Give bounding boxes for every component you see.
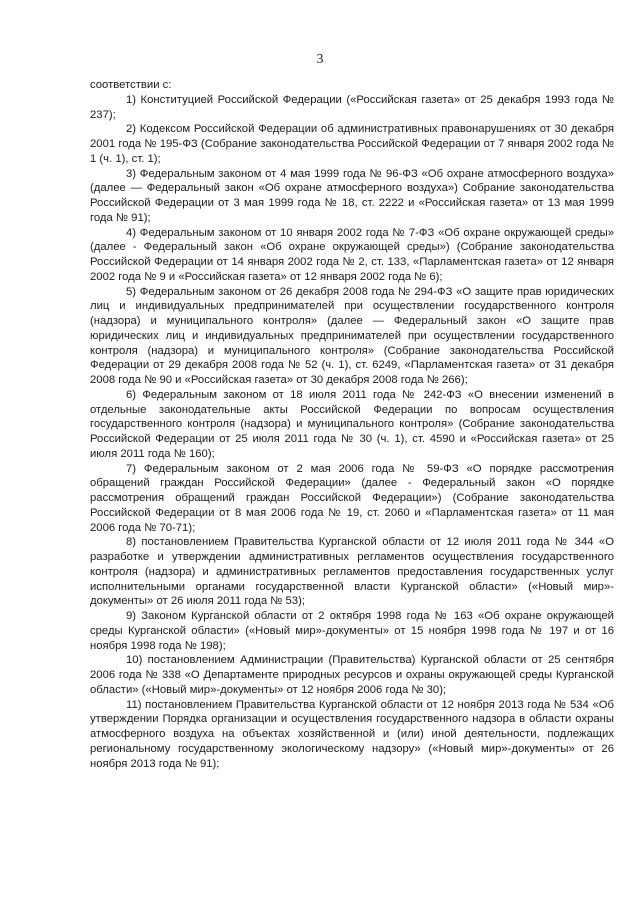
- list-item-2: 2) Кодексом Российской Федерации об административных правонарушениях от 30 декабря 2001 года № 195-ФЗ (Собрание законодательства Российской Федерации от 7 января 2002 года № 1 (ч. 1), ст. 1);: [90, 123, 614, 165]
- list-item-1: 1) Конституцией Российской Федерации («Российская газета» от 25 декабря 1993 года № 237);: [90, 93, 614, 121]
- document-body: [90, 78, 614, 771]
- list-item-4: 4) Федеральным законом от 10 января 2002 года № 7-ФЗ «Об охране окружающей среды» (далее - Федеральный закон «Об охране окружающей среды») (Собрание законодательства Российской Федерации от 14 января 2002 года № 2, ст. 133, «Парламентская газета» от 12 января 2002 года № 9 и «Российская газета» от 12 января 2002 года № 6);: [90, 226, 614, 283]
- list-item-9: 9) Законом Курганской области от 2 октября 1998 года № 163 «Об охране окружающей среды Курганской области» («Новый мир»-документы» от 15 ноября 1998 года № 197 и от 16 ноября 1998 года № 198);: [90, 610, 614, 652]
- list-item-10: 10) постановлением Администрации (Правительства) Курганской области от 25 сентября 2006 года № 338 «О Департаменте природных ресурсов и охраны окружающей среды Курганской области» («Новый мир»-документы» от 12 ноября 2006 года № 30);: [90, 654, 614, 696]
- list-item-6: 6) Федеральным законом от 18 июля 2011 года № 242-ФЗ «О внесении изменений в отдельные законодательные акты Российской Федерации по вопросам осуществления государственного контроля (надзора) и муниципального контроля» (Собрание законодательства Российской Федерации от 25 июля 2011 года № 30 (ч. 1), ст. 4590 и «Российская газета» от 25 июля 2011 года № 160);: [90, 388, 614, 460]
- intro-text: соответствии с:: [90, 79, 172, 91]
- list-item-7: 7) Федеральным законом от 2 мая 2006 года № 59-ФЗ «О порядке рассмотрения обращений граждан Российской Федерации» (далее - Федеральный закон «О порядке рассмотрения обращений граждан Российской Федерации») (Собрание законодательства Российской Федерации от 8 мая 2006 года № 19, ст. 2060 и «Парламентская газета» от 11 мая 2006 года № 70-71);: [90, 462, 614, 534]
- list-item-8: 8) постановлением Правительства Курганской области от 12 июля 2011 года № 344 «О разработке и утверждении административных регламентов осуществления государственного контроля (надзора) и административных регламентов предоставления государственных услуг исполнительными органами государственной власти Курганской области» («Новый мир»-документы» от 26 июля 2011 года № 53);: [90, 536, 614, 608]
- list-item-11: 11) постановлением Правительства Курганской области от 12 ноября 2013 года № 534 «Об утверждении Порядка организации и осуществления государственного надзора в области охраны атмосферного воздуха на объектах хозяйственной и (или) иной деятельности, подлежащих региональному государственному экологическому надзору» («Новый мир»-документы» от 26 ноября 2013 года № 91);: [90, 698, 614, 770]
- list-item-3: 3) Федеральным законом от 4 мая 1999 года № 96-ФЗ «Об охране атмосферного воздуха» (далее — Федеральный закон «Об охране атмосферного воздуха») Собрание законодательства Российской Федерации от 3 мая 1999 года № 18, ст. 2222 и «Российская газета» от 13 мая 1999 года № 91);: [90, 167, 614, 224]
- page-number: 3: [316, 52, 324, 67]
- list-item-5: 5) Федеральным законом от 26 декабря 2008 года № 294-ФЗ «О защите прав юридических лиц и индивидуальных предпринимателей при осуществлении государственного контроля (надзора) и муниципального контроля» (далее — Федеральный закон «О защите прав юридических лиц и индивидуальных предпринимателей при осуществлении государственного контроля (надзора) и муниципального контроля» (Собрание законодательства Российской Федерации от 29 декабря 2008 года № 52 (ч. 1), ст. 6249, «Парламентская газета» от 31 декабря 2008 года № 90 и «Российская газета» от 30 декабря 2008 года № 266);: [90, 285, 614, 386]
